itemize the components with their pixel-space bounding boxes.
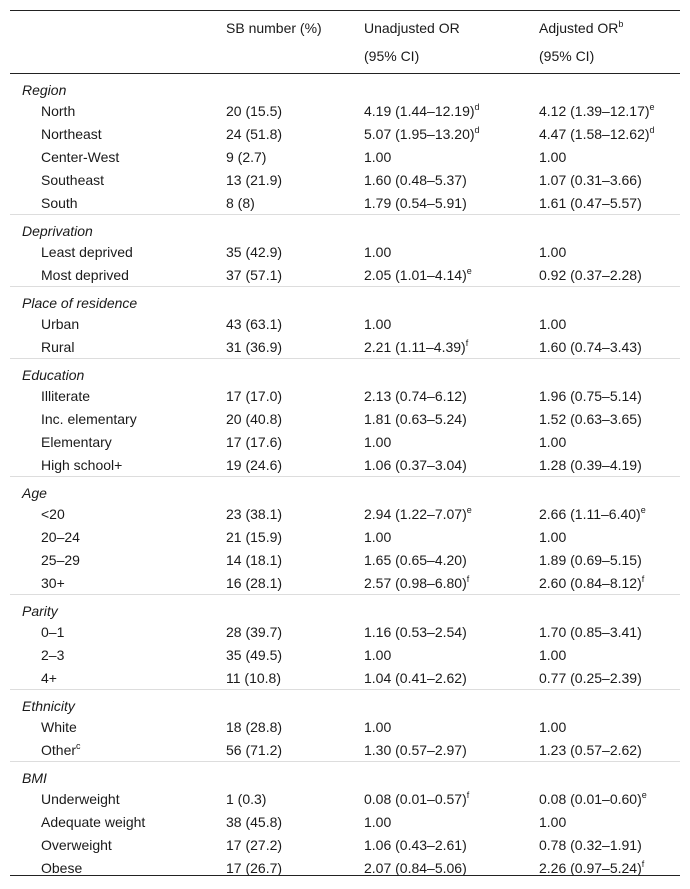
unadjusted-or-cell-text: 1.04 (0.41–2.62) <box>364 669 467 686</box>
sb-number-cell-text: 1 (0.3) <box>226 790 267 807</box>
sb-number-cell-text: 21 (15.9) <box>226 528 283 545</box>
adjusted-or-cell <box>539 643 680 666</box>
section-title: Parity <box>10 595 680 621</box>
section-header-row <box>10 287 680 313</box>
header-adjusted-or <box>539 11 680 44</box>
table-row <box>10 263 680 287</box>
row-label-text: Urban <box>41 315 80 332</box>
unadjusted-or-cell <box>364 384 539 407</box>
sb-number-cell-text: 31 (36.9) <box>226 338 283 355</box>
unadjusted-or-cell-text: 2.21 (1.11–4.39) <box>364 338 466 355</box>
row-label <box>10 407 226 430</box>
adjusted-or-cell-text: 1.89 (0.69–5.15) <box>539 551 642 568</box>
row-label-footnote: c <box>76 740 81 751</box>
row-label <box>10 571 226 595</box>
adjusted-or-cell <box>539 548 680 571</box>
adjusted-or-cell-footnote: e <box>640 504 646 515</box>
unadjusted-or-cell-text: 2.05 (1.01–4.14) <box>364 266 467 283</box>
table-row <box>10 571 680 595</box>
row-label-text: <20 <box>41 505 65 522</box>
header-adjusted-ci: (95% CI) <box>539 43 680 74</box>
table-row <box>10 312 680 335</box>
header-unadjusted-or: Unadjusted OR <box>364 20 460 36</box>
section-header-row <box>10 690 680 716</box>
row-label-text: Least deprived <box>41 243 133 260</box>
section-header-row <box>10 595 680 621</box>
unadjusted-or-cell <box>364 643 539 666</box>
sb-number-cell <box>226 335 364 359</box>
table-header <box>10 11 680 74</box>
unadjusted-or-cell-text: 1.00 <box>364 315 392 332</box>
sb-number-cell-text: 23 (38.1) <box>226 505 283 522</box>
row-label <box>10 620 226 643</box>
row-label-text: Overweight <box>41 836 112 853</box>
adjusted-or-cell <box>539 145 680 168</box>
sb-number-cell-text: 13 (21.9) <box>226 171 283 188</box>
table-row <box>10 335 680 359</box>
section-title: Ethnicity <box>10 690 680 716</box>
adjusted-or-cell-text: 1.00 <box>539 148 567 165</box>
row-label <box>10 99 226 122</box>
sb-number-cell <box>226 571 364 595</box>
adjusted-or-cell-text: 1.00 <box>539 315 567 332</box>
unadjusted-or-cell <box>364 502 539 525</box>
adjusted-or-cell-text: 1.28 (0.39–4.19) <box>539 456 642 473</box>
unadjusted-or-cell-text: 1.00 <box>364 243 392 260</box>
header-unadjusted-ci: (95% CI) <box>364 43 539 74</box>
row-label-text: Illiterate <box>41 387 91 404</box>
table-row <box>10 453 680 477</box>
adjusted-or-cell <box>539 240 680 263</box>
adjusted-or-cell <box>539 787 680 810</box>
row-label-text: South <box>41 194 78 211</box>
table-row <box>10 145 680 168</box>
sb-number-cell-text: 17 (26.7) <box>226 859 283 876</box>
unadjusted-or-cell-text: 1.00 <box>364 148 392 165</box>
adjusted-or-cell-text: 1.23 (0.57–2.62) <box>539 741 642 758</box>
row-label-text: 30+ <box>41 574 65 591</box>
unadjusted-or-cell <box>364 191 539 215</box>
section-header-row <box>10 762 680 788</box>
sb-number-cell <box>226 810 364 833</box>
row-label <box>10 191 226 215</box>
unadjusted-or-cell <box>364 787 539 810</box>
sb-number-cell <box>226 548 364 571</box>
unadjusted-or-cell <box>364 738 539 762</box>
section-title: Age <box>10 477 680 503</box>
unadjusted-or-cell-footnote: d <box>474 101 480 112</box>
adjusted-or-cell <box>539 99 680 122</box>
row-label-text: Adequate weight <box>41 813 146 830</box>
row-label-text: Most deprived <box>41 266 129 283</box>
unadjusted-or-cell-text: 2.13 (0.74–6.12) <box>364 387 467 404</box>
sb-number-cell <box>226 99 364 122</box>
header-blank <box>226 43 364 74</box>
unadjusted-or-cell-text: 1.00 <box>364 813 392 830</box>
unadjusted-or-cell-text: 2.57 (0.98–6.80) <box>364 574 467 591</box>
header-adjusted-or-label: Adjusted OR <box>539 20 619 36</box>
row-label <box>10 643 226 666</box>
adjusted-or-cell <box>539 122 680 145</box>
sb-number-cell <box>226 407 364 430</box>
adjusted-or-cell-footnote: f <box>641 573 645 584</box>
table-row <box>10 168 680 191</box>
row-label-text: White <box>41 718 77 735</box>
unadjusted-or-cell <box>364 240 539 263</box>
sb-number-cell <box>226 787 364 810</box>
table-row <box>10 548 680 571</box>
unadjusted-or-cell-text: 1.16 (0.53–2.54) <box>364 623 467 640</box>
section-title: Place of residence <box>10 287 680 313</box>
row-label-text: North <box>41 102 76 119</box>
adjusted-or-cell-footnote: e <box>649 101 655 112</box>
sb-number-cell-text: 35 (42.9) <box>226 243 283 260</box>
sb-number-cell-text: 16 (28.1) <box>226 574 283 591</box>
unadjusted-or-cell <box>364 453 539 477</box>
sb-number-cell <box>226 168 364 191</box>
row-label-text: 20–24 <box>41 528 80 545</box>
section-title: Region <box>22 82 67 98</box>
unadjusted-or-cell <box>364 407 539 430</box>
adjusted-or-cell <box>539 430 680 453</box>
table-row <box>10 122 680 145</box>
header-adjusted-or-footnote: b <box>618 19 624 29</box>
adjusted-or-cell <box>539 453 680 477</box>
adjusted-or-cell <box>539 738 680 762</box>
adjusted-or-cell-text: 1.00 <box>539 646 567 663</box>
row-label-text: Southeast <box>41 171 105 188</box>
sb-number-cell-text: 19 (24.6) <box>226 456 283 473</box>
row-label <box>10 122 226 145</box>
table-row <box>10 715 680 738</box>
row-label <box>10 502 226 525</box>
row-label <box>10 453 226 477</box>
adjusted-or-cell <box>539 810 680 833</box>
sb-number-cell <box>226 738 364 762</box>
sb-number-cell-text: 20 (15.5) <box>226 102 283 119</box>
unadjusted-or-cell <box>364 666 539 690</box>
section-title: BMI <box>10 762 680 788</box>
unadjusted-or-cell <box>364 335 539 359</box>
row-label-text: Inc. elementary <box>41 410 137 427</box>
header-blank <box>10 43 226 74</box>
unadjusted-or-cell-text: 1.00 <box>364 528 392 545</box>
unadjusted-or-cell-text: 1.06 (0.43–2.61) <box>364 836 467 853</box>
adjusted-or-cell <box>539 715 680 738</box>
sb-number-cell <box>226 666 364 690</box>
unadjusted-or-cell-text: 1.00 <box>364 646 392 663</box>
unadjusted-or-cell <box>364 833 539 856</box>
table-row <box>10 787 680 810</box>
unadjusted-or-cell-text: 1.00 <box>364 718 392 735</box>
adjusted-or-cell-footnote: d <box>649 124 655 135</box>
row-label <box>10 335 226 359</box>
sb-number-cell <box>226 525 364 548</box>
sb-number-cell <box>226 240 364 263</box>
unadjusted-or-cell <box>364 312 539 335</box>
sb-number-cell <box>226 191 364 215</box>
sb-number-cell-text: 17 (17.0) <box>226 387 283 404</box>
unadjusted-or-cell-footnote: f <box>466 573 470 584</box>
row-label <box>10 145 226 168</box>
adjusted-or-cell <box>539 666 680 690</box>
row-label <box>10 168 226 191</box>
unadjusted-or-cell <box>364 715 539 738</box>
section-header-row <box>10 477 680 503</box>
adjusted-or-cell <box>539 525 680 548</box>
section-title: Deprivation <box>10 215 680 241</box>
adjusted-or-cell <box>539 335 680 359</box>
unadjusted-or-cell-footnote: e <box>466 265 472 276</box>
sb-number-cell <box>226 620 364 643</box>
row-label-text: Other <box>41 741 77 758</box>
table-row <box>10 407 680 430</box>
sb-number-cell-text: 38 (45.8) <box>226 813 283 830</box>
unadjusted-or-cell <box>364 122 539 145</box>
row-label-text: High school+ <box>41 456 123 473</box>
row-label <box>10 384 226 407</box>
sb-number-cell <box>226 122 364 145</box>
header-row-2 <box>10 43 680 74</box>
unadjusted-or-cell-footnote: f <box>466 789 470 800</box>
adjusted-or-cell <box>539 833 680 856</box>
row-label <box>10 833 226 856</box>
adjusted-or-cell-text: 1.61 (0.47–5.57) <box>539 194 642 211</box>
row-label <box>10 738 226 762</box>
adjusted-or-cell-text: 1.00 <box>539 433 567 450</box>
sb-number-cell-text: 35 (49.5) <box>226 646 283 663</box>
unadjusted-or-cell-text: 1.60 (0.48–5.37) <box>364 171 467 188</box>
row-label <box>10 263 226 287</box>
table-row <box>10 430 680 453</box>
unadjusted-or-cell-text: 1.00 <box>364 433 392 450</box>
unadjusted-or-cell-footnote: f <box>465 337 469 348</box>
section-header-row <box>10 215 680 241</box>
table-row <box>10 620 680 643</box>
adjusted-or-cell-text: 1.00 <box>539 813 567 830</box>
table-bottom-rule <box>10 875 680 876</box>
adjusted-or-cell-text: 0.77 (0.25–2.39) <box>539 669 642 686</box>
sb-number-cell <box>226 502 364 525</box>
sb-number-cell-text: 17 (17.6) <box>226 433 283 450</box>
section-header-row <box>10 359 680 385</box>
unadjusted-or-cell-footnote: d <box>474 124 480 135</box>
adjusted-or-cell-text: 2.66 (1.11–6.40) <box>539 505 641 522</box>
adjusted-or-cell-text: 2.26 (0.97–5.24) <box>539 859 642 876</box>
sb-number-cell-text: 14 (18.1) <box>226 551 283 568</box>
adjusted-or-cell-text: 1.00 <box>539 718 567 735</box>
row-label <box>10 715 226 738</box>
adjusted-or-cell-text: 2.60 (0.84–8.12) <box>539 574 642 591</box>
unadjusted-or-cell <box>364 571 539 595</box>
unadjusted-or-cell-text: 1.30 (0.57–2.97) <box>364 741 467 758</box>
table-row <box>10 384 680 407</box>
sb-number-cell-text: 37 (57.1) <box>226 266 283 283</box>
sb-number-cell-text: 18 (28.8) <box>226 718 283 735</box>
sb-number-cell-text: 20 (40.8) <box>226 410 283 427</box>
row-label-text: Underweight <box>41 790 120 807</box>
row-label-text: Northeast <box>41 125 102 142</box>
table-row <box>10 502 680 525</box>
row-label-text: Obese <box>41 859 83 876</box>
unadjusted-or-cell-text: 0.08 (0.01–0.57) <box>364 790 467 807</box>
header-blank <box>10 11 226 44</box>
header-sb-number: SB number (%) <box>226 20 322 36</box>
sb-number-cell <box>226 453 364 477</box>
unadjusted-or-cell <box>364 620 539 643</box>
adjusted-or-cell-text: 0.92 (0.37–2.28) <box>539 266 642 283</box>
table-row <box>10 738 680 762</box>
adjusted-or-cell-text: 1.60 (0.74–3.43) <box>539 338 642 355</box>
sb-number-cell-text: 28 (39.7) <box>226 623 283 640</box>
table-row <box>10 810 680 833</box>
adjusted-or-cell-text: 1.52 (0.63–3.65) <box>539 410 642 427</box>
sb-number-cell <box>226 384 364 407</box>
table-row <box>10 191 680 215</box>
unadjusted-or-cell-text: 1.65 (0.65–4.20) <box>364 551 467 568</box>
unadjusted-or-cell <box>364 263 539 287</box>
unadjusted-or-cell <box>364 548 539 571</box>
row-label-text: Elementary <box>41 433 112 450</box>
table-row <box>10 240 680 263</box>
sb-number-cell-text: 9 (2.7) <box>226 148 267 165</box>
table-row <box>10 99 680 122</box>
row-label-text: Center-West <box>41 148 120 165</box>
row-label <box>10 810 226 833</box>
sb-number-cell <box>226 263 364 287</box>
sb-number-cell <box>226 833 364 856</box>
adjusted-or-cell <box>539 384 680 407</box>
unadjusted-or-cell-text: 2.94 (1.22–7.07) <box>364 505 467 522</box>
row-label-text: 0–1 <box>41 623 65 640</box>
adjusted-or-cell-text: 1.70 (0.85–3.41) <box>539 623 642 640</box>
unadjusted-or-cell <box>364 430 539 453</box>
adjusted-or-cell <box>539 407 680 430</box>
section-title: Education <box>10 359 680 385</box>
adjusted-or-cell-text: 1.00 <box>539 528 567 545</box>
row-label <box>10 240 226 263</box>
row-label <box>10 548 226 571</box>
adjusted-or-cell-footnote: f <box>641 858 645 869</box>
row-label-text: 25–29 <box>41 551 80 568</box>
sb-number-cell-text: 8 (8) <box>226 194 255 211</box>
adjusted-or-cell-footnote: e <box>641 789 647 800</box>
table-row <box>10 666 680 690</box>
adjusted-or-cell-text: 1.00 <box>539 243 567 260</box>
unadjusted-or-cell-text: 4.19 (1.44–12.19) <box>364 102 475 119</box>
odds-ratio-table <box>10 10 680 879</box>
adjusted-or-cell <box>539 571 680 595</box>
adjusted-or-cell <box>539 502 680 525</box>
adjusted-or-cell-text: 0.08 (0.01–0.60) <box>539 790 642 807</box>
adjusted-or-cell <box>539 263 680 287</box>
table-row <box>10 525 680 548</box>
unadjusted-or-cell-text: 5.07 (1.95–13.20) <box>364 125 475 142</box>
adjusted-or-cell-text: 1.96 (0.75–5.14) <box>539 387 642 404</box>
adjusted-or-cell <box>539 168 680 191</box>
sb-number-cell-text: 24 (51.8) <box>226 125 283 142</box>
adjusted-or-cell <box>539 620 680 643</box>
unadjusted-or-cell <box>364 145 539 168</box>
unadjusted-or-cell <box>364 525 539 548</box>
row-label-text: Rural <box>41 338 75 355</box>
sb-number-cell-text: 43 (63.1) <box>226 315 283 332</box>
section-header-row <box>10 74 680 100</box>
row-label-text: 2–3 <box>41 646 65 663</box>
adjusted-or-cell <box>539 312 680 335</box>
table-row <box>10 833 680 856</box>
unadjusted-or-cell <box>364 810 539 833</box>
sb-number-cell <box>226 145 364 168</box>
unadjusted-or-cell-text: 2.07 (0.84–5.06) <box>364 859 467 876</box>
unadjusted-or-cell-text: 1.06 (0.37–3.04) <box>364 456 467 473</box>
table-body <box>10 74 680 880</box>
sb-number-cell <box>226 715 364 738</box>
unadjusted-or-cell <box>364 168 539 191</box>
sb-number-cell <box>226 312 364 335</box>
sb-number-cell-text: 11 (10.8) <box>226 669 281 686</box>
adjusted-or-cell-text: 4.47 (1.58–12.62) <box>539 125 650 142</box>
row-label <box>10 787 226 810</box>
row-label <box>10 666 226 690</box>
adjusted-or-cell-text: 4.12 (1.39–12.17) <box>539 102 650 119</box>
unadjusted-or-cell <box>364 99 539 122</box>
sb-number-cell-text: 17 (27.2) <box>226 836 283 853</box>
sb-number-cell <box>226 643 364 666</box>
header-row-1 <box>10 11 680 44</box>
row-label-text: 4+ <box>41 669 57 686</box>
unadjusted-or-cell-text: 1.81 (0.63–5.24) <box>364 410 467 427</box>
adjusted-or-cell <box>539 191 680 215</box>
row-label <box>10 312 226 335</box>
unadjusted-or-cell-footnote: e <box>466 504 472 515</box>
adjusted-or-cell-text: 1.07 (0.31–3.66) <box>539 171 642 188</box>
sb-number-cell-text: 56 (71.2) <box>226 741 283 758</box>
table-row <box>10 643 680 666</box>
adjusted-or-cell-text: 0.78 (0.32–1.91) <box>539 836 642 853</box>
unadjusted-or-cell-text: 1.79 (0.54–5.91) <box>364 194 467 211</box>
row-label <box>10 430 226 453</box>
sb-number-cell <box>226 430 364 453</box>
row-label <box>10 525 226 548</box>
